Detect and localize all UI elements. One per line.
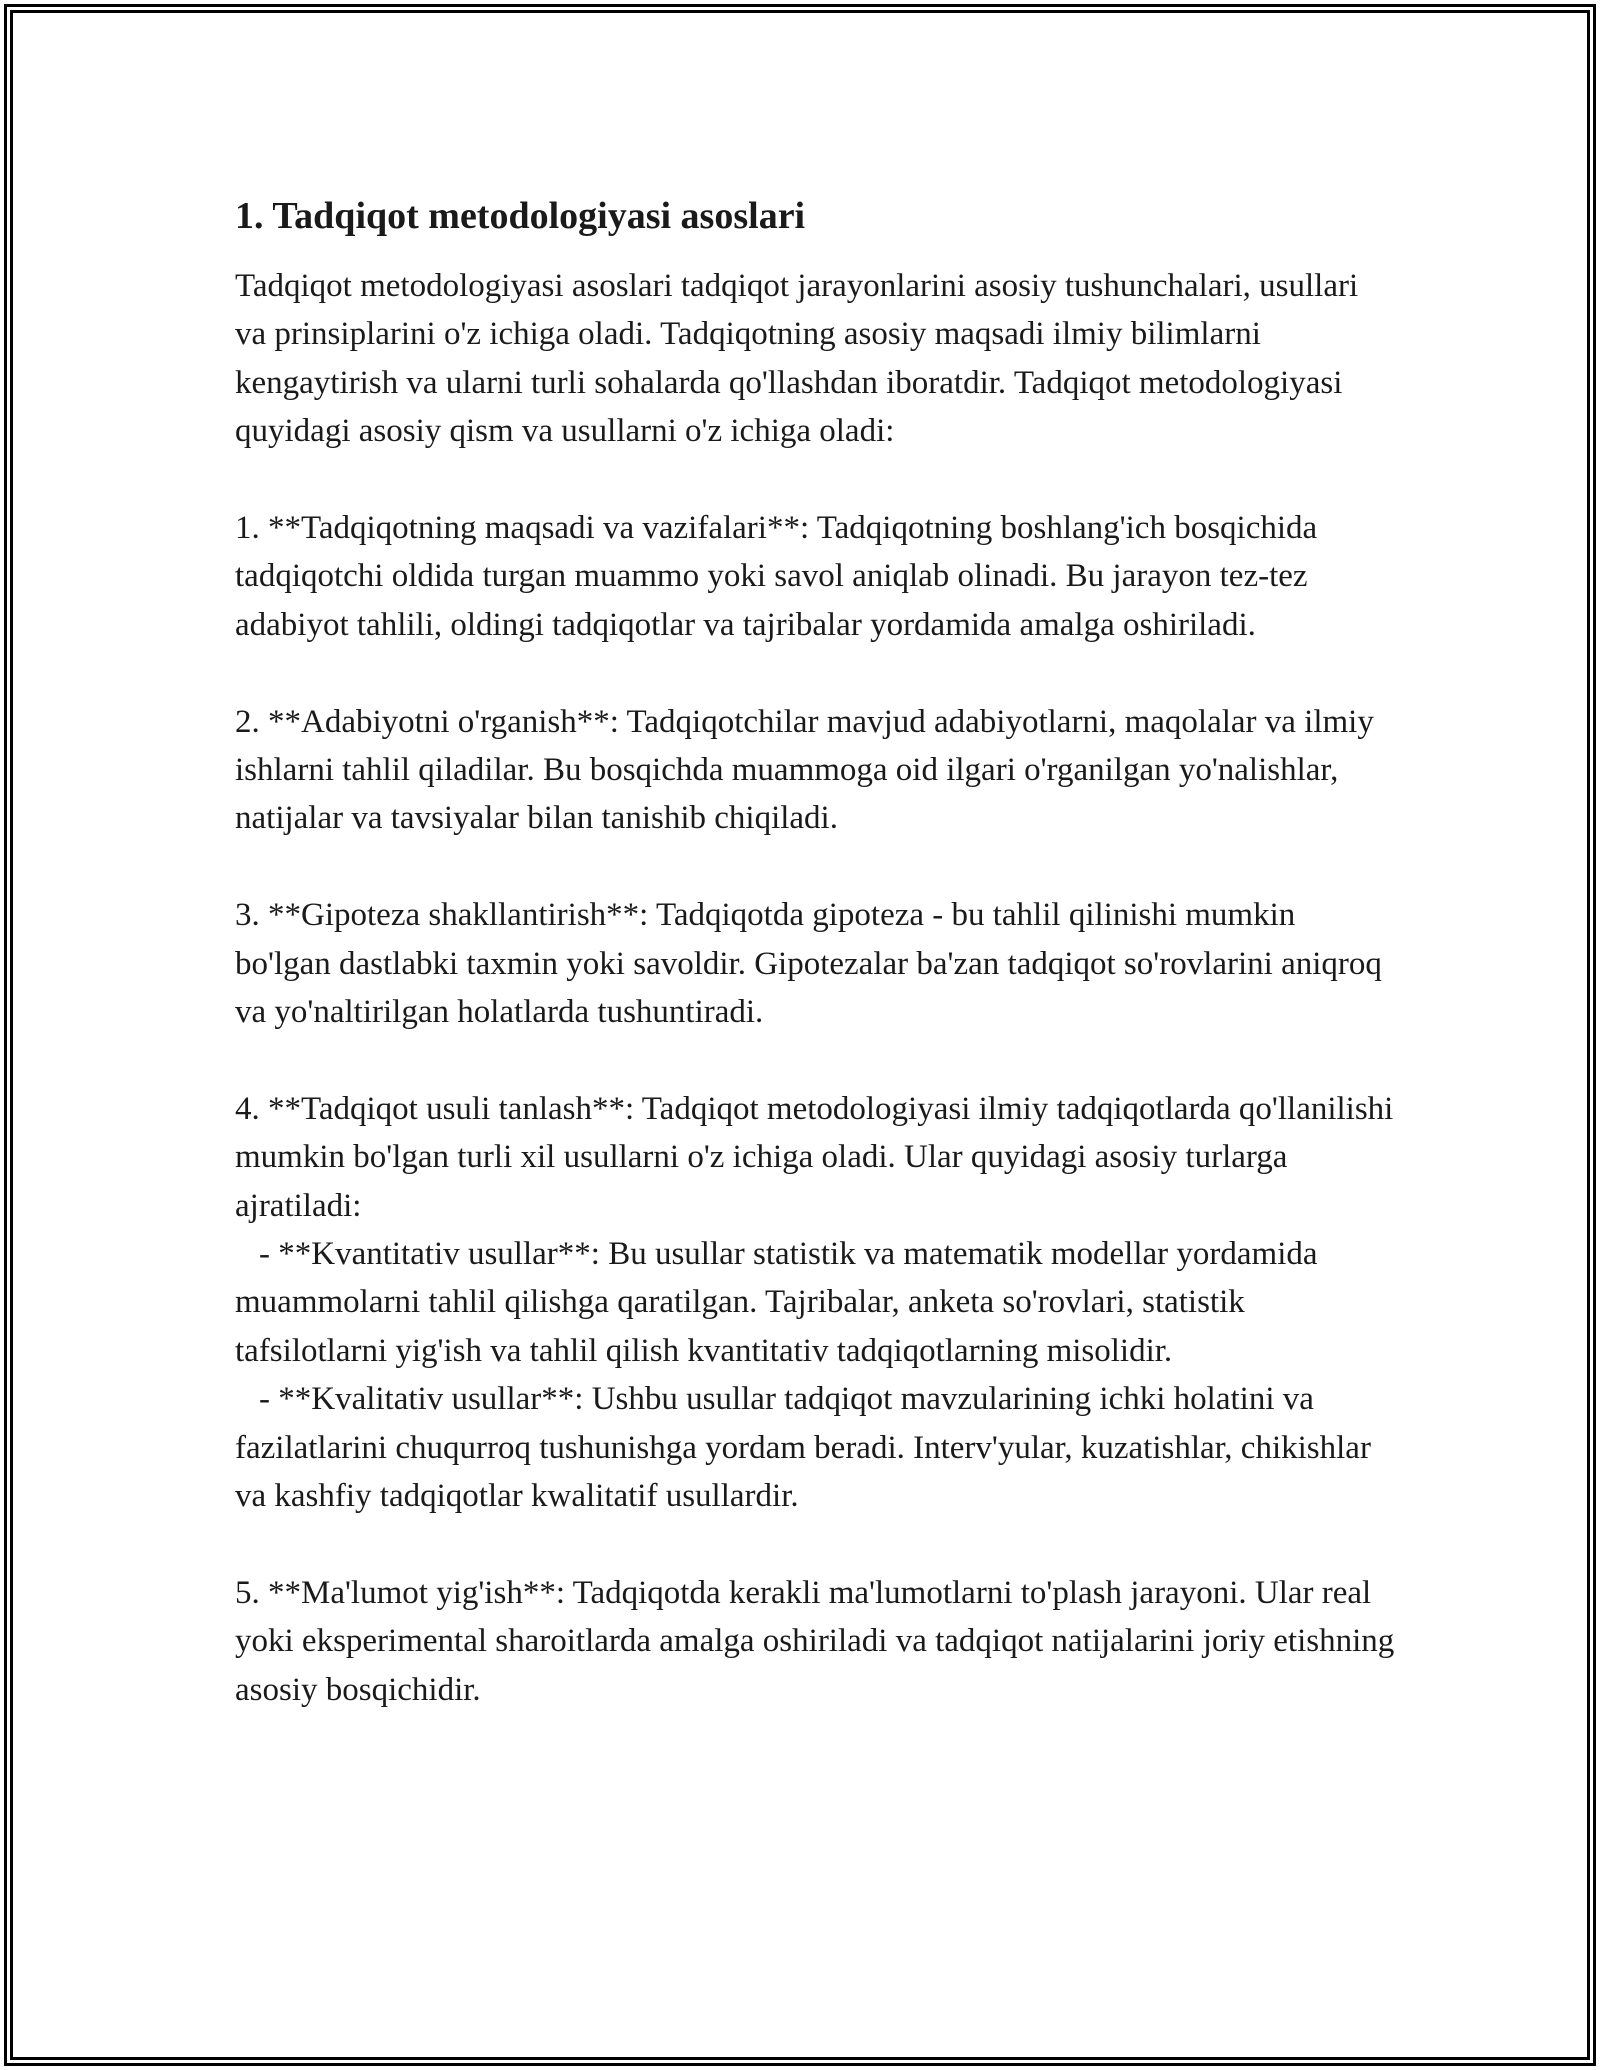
document-title: 1. Tadqiqot metodologiyasi asoslari	[235, 195, 806, 237]
sub-item-qualitative	[235, 1375, 1395, 1520]
list-item-4: 4. **Tadqiqot usuli tanlash**: Tadqiqot metodologiyasi ilmiy tadqiqotlarda qo'llanilishi mumkin bo'lgan turli xil usullarni o'z ichiga oladi. Ular quyidagi asosiy turlarga ajratiladi:	[235, 1090, 1394, 1224]
list-item-5: 5. **Ma'lumot yig'ish**: Tadqiqotda kerakli ma'lumotlarni to'plash jarayoni. Ular real yoki eksperimental sharoitlarda amalga oshiriladi va tadqiqot natijalarini joriy etishning asosiy bosqichidir.	[235, 1574, 1395, 1708]
list-item-1: 1. **Tadqiqotning maqsadi va vazifalari**: Tadqiqotning boshlang'ich bosqichida tadqiqotchi oldida turgan muammo yoki savol aniqlab olinadi. Bu jarayon tez-tez adabiyot tahlili, oldingi tadqiqotlar va tajribalar yordamida amalga oshiriladi.	[235, 510, 1318, 643]
sub-item-qualitative-text: - **Kvalitativ usullar**: Ushbu usullar tadqiqot mavzularining ichki holatini va fazilatlarini chuqurroq tushunishga yordam beradi. Interv'yular, kuzatishlar, chikishlar va kashfiy tadqiqotlar kwalitatif usullardir.	[235, 1381, 1371, 1515]
sub-item-quantitative	[235, 1230, 1395, 1375]
list-item-3: 3. **Gipoteza shakllantirish**: Tadqiqotda gipoteza - bu tahlil qilinishi mumkin bo'lgan dastlabki taxmin yoki savoldir. Gipotezalar ba'zan tadqiqot so'rovlarini aniqroq va yo'naltirilgan holatlarda tushuntiradi.	[235, 897, 1382, 1031]
list-item-2: 2. **Adabiyotni o'rganish**: Tadqiqotchilar mavjud adabiyotlarni, maqolalar va ilmiy ishlarni tahlil qiladilar. Bu bosqichda muammoga oid ilgari o'rganilgan yo'nalishlar, natijalar va tavsiyalar bilan tanishib chiqiladi.	[235, 703, 1374, 837]
intro-paragraph: Tadqiqot metodologiyasi asoslari tadqiqot jarayonlarini asosiy tushunchalari, usullari va prinsiplarini o'z ichiga oladi. Tadqiqotning asosiy maqsadi ilmiy bilimlarni kengaytirish va ularni turli sohalarda qo'llashdan iboratdir. Tadqiqot metodologiyasi quyidagi asosiy qism va usullarni o'z ichiga oladi:	[235, 268, 1359, 450]
sub-item-quantitative-text: - **Kvantitativ usullar**: Bu usullar statistik va matematik modellar yordamida muammolarni tahlil qilishga qaratilgan. Tajribalar, anketa so'rovlari, statistik tafsilotlarni yig'ish va tahlil qilish kvantitativ tadqiqotlarning misolidir.	[235, 1236, 1318, 1369]
document-body	[235, 186, 1395, 1714]
